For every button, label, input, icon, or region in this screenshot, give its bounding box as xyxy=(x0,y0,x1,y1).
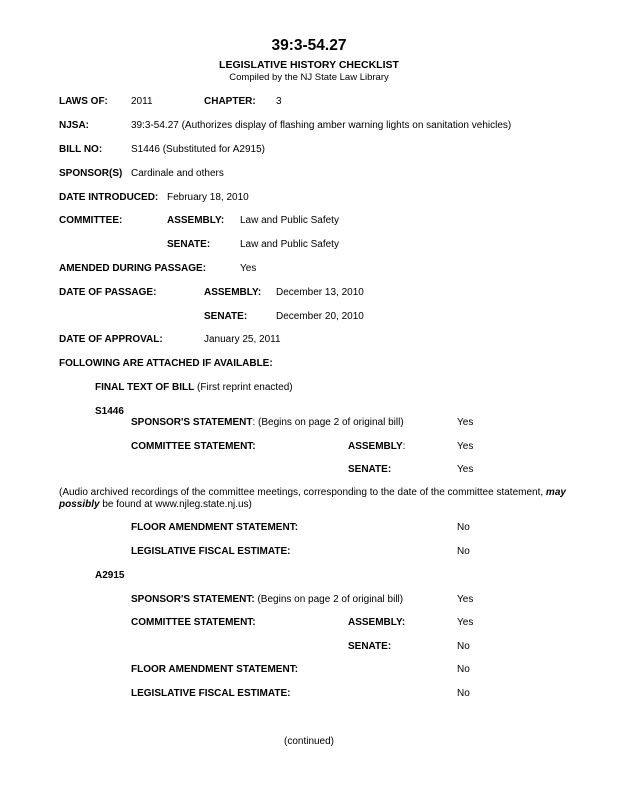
a2915-sponsor-statement-note: (Begins on page 2 of original bill) xyxy=(257,594,404,605)
s1446-committee-statement-label: COMMITTEE STATEMENT: xyxy=(131,441,256,452)
date-introduced-value: February 18, 2010 xyxy=(167,192,249,203)
a2915-sponsor-statement-label: SPONSOR'S STATEMENT: xyxy=(131,594,255,605)
a2915-assembly-value: Yes xyxy=(457,617,474,628)
a2915-bill: A2915 xyxy=(95,570,125,581)
a2915-floor-amendment-value: No xyxy=(457,664,470,675)
njsa-value: 39:3-54.27 (Authorizes display of flashing amber warning lights on sanitation vehicles) xyxy=(131,120,512,131)
passage-assembly-label: ASSEMBLY: xyxy=(204,287,262,298)
a2915-fiscal-estimate-value: No xyxy=(457,688,470,699)
passage-senate-label: SENATE: xyxy=(204,311,248,322)
s1446-sponsor-statement-note: : (Begins on page 2 of original bill) xyxy=(252,417,404,428)
audio-note-start: (Audio archived recordings of the committee meetings, corresponding to the date of the committee statement, xyxy=(59,487,544,498)
a2915-sponsor-statement-value: Yes xyxy=(457,594,474,605)
a2915-senate-value: No xyxy=(457,641,470,652)
a2915-committee-statement-label: COMMITTEE STATEMENT: xyxy=(131,617,256,628)
committee-assembly-value: Law and Public Safety xyxy=(240,215,339,226)
final-text-line xyxy=(95,382,293,394)
s1446-sponsor-statement-value: Yes xyxy=(457,417,474,428)
passage-assembly-value: December 13, 2010 xyxy=(276,287,364,298)
amended-label: AMENDED DURING PASSAGE: xyxy=(59,263,207,274)
chapter-value: 3 xyxy=(276,96,282,107)
a2915-fiscal-estimate-label: LEGISLATIVE FISCAL ESTIMATE: xyxy=(131,688,291,699)
s1446-fiscal-estimate-value: No xyxy=(457,546,470,557)
s1446-assembly xyxy=(348,441,405,453)
a2915-senate-label: SENATE: xyxy=(348,641,392,652)
s1446-senate-label: SENATE: xyxy=(348,464,392,475)
a2915-sponsor-statement xyxy=(131,594,403,606)
njsa-label: NJSA: xyxy=(59,120,90,131)
compiled-by: Compiled by the NJ State Law Library xyxy=(229,72,389,83)
s1446-assembly-value: Yes xyxy=(457,441,474,452)
chapter-label: CHAPTER: xyxy=(204,96,256,107)
document-title: LEGISLATIVE HISTORY CHECKLIST xyxy=(219,59,399,71)
date-introduced-label: DATE INTRODUCED: xyxy=(59,192,159,203)
a2915-assembly-label: ASSEMBLY: xyxy=(348,617,406,628)
laws-of-value: 2011 xyxy=(131,96,153,107)
s1446-floor-amendment-value: No xyxy=(457,522,470,533)
passage-senate-value: December 20, 2010 xyxy=(276,311,364,322)
passage-label: DATE OF PASSAGE: xyxy=(59,287,157,298)
committee-senate-label: SENATE: xyxy=(167,239,211,250)
audio-note-end: be found at www.njleg.state.nj.us) xyxy=(102,499,252,510)
s1446-assembly-label: ASSEMBLY xyxy=(348,441,403,452)
approval-label: DATE OF APPROVAL: xyxy=(59,334,163,345)
attached-heading: FOLLOWING ARE ATTACHED IF AVAILABLE: xyxy=(59,358,273,369)
committee-senate-value: Law and Public Safety xyxy=(240,239,339,250)
audio-note xyxy=(59,487,579,511)
bill-no-value: S1446 (Substituted for A2915) xyxy=(131,144,265,155)
a2915-floor-amendment-label: FLOOR AMENDMENT STATEMENT: xyxy=(131,664,299,675)
statute-number: 39:3-54.27 xyxy=(271,37,347,54)
s1446-bill: S1446 xyxy=(95,406,124,417)
s1446-floor-amendment-label: FLOOR AMENDMENT STATEMENT: xyxy=(131,522,299,533)
bill-no-label: BILL NO: xyxy=(59,144,103,155)
s1446-sponsor-statement xyxy=(131,417,404,429)
final-text-note: (First reprint enacted) xyxy=(197,382,293,393)
audio-note-emphasis: may possibly xyxy=(59,487,566,510)
laws-of-label: LAWS OF: xyxy=(59,96,108,107)
s1446-sponsor-statement-label: SPONSOR'S STATEMENT xyxy=(131,417,253,428)
s1446-assembly-colon: : xyxy=(402,441,406,452)
final-text-label: FINAL TEXT OF BILL xyxy=(95,382,195,393)
sponsors-value: Cardinale and others xyxy=(131,168,224,179)
continued-note: (continued) xyxy=(283,736,335,747)
amended-value: Yes xyxy=(240,263,257,274)
s1446-fiscal-estimate-label: LEGISLATIVE FISCAL ESTIMATE: xyxy=(131,546,291,557)
s1446-senate-value: Yes xyxy=(457,464,474,475)
committee-label: COMMITTEE: xyxy=(59,215,123,226)
committee-assembly-label: ASSEMBLY: xyxy=(167,215,225,226)
sponsors-label: SPONSOR(S) xyxy=(59,168,123,179)
approval-value: January 25, 2011 xyxy=(204,334,281,345)
